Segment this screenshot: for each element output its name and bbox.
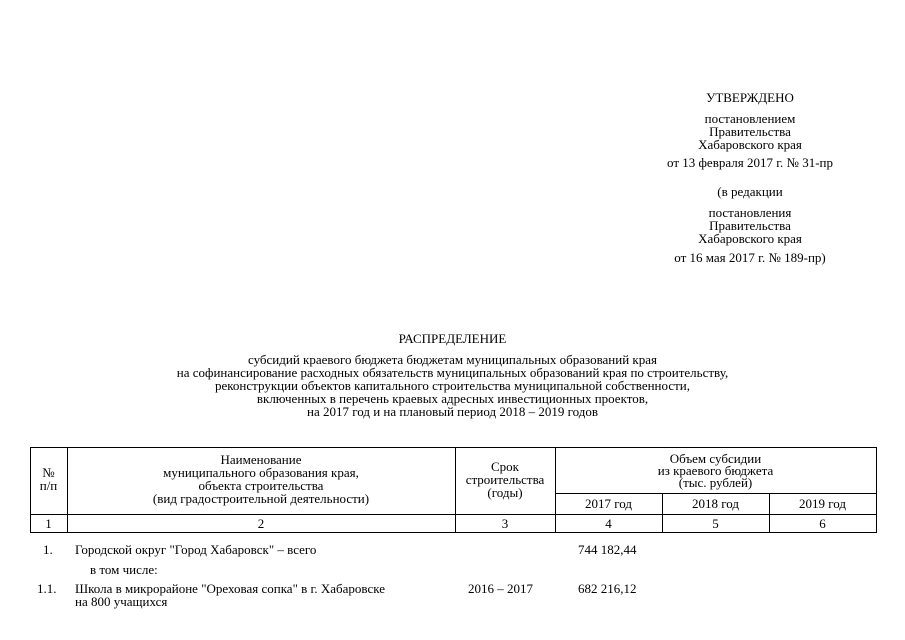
row-number: 1.1. [37,581,57,596]
header-name: (вид градостроительной деятельности) [152,491,370,506]
column-number: 2 [257,516,265,531]
header-name: муниципального образования края, [163,465,359,480]
header-year-2018: 2018 год [692,496,739,511]
column-number: 5 [712,516,719,531]
title-line: включенных в перечень краевых адресных инвестиционных проектов, [256,391,649,406]
approved-line: Правительства [709,124,791,139]
approved-line: постановлением [704,111,796,126]
header-term: Срок [491,459,519,474]
row-name: в том числе: [90,562,158,577]
header-term: (годы) [487,485,523,500]
title-line: субсидий краевого бюджета бюджетам муниципальных образований края [248,352,657,367]
column-number: 6 [819,516,826,531]
header-subsidy: (тыс. рублей) [678,475,753,490]
approved-line: Хабаровского края [698,231,802,246]
approved-line: Правительства [709,218,791,233]
header-name: Наименование [220,452,302,467]
edition-note: (в редакции [717,184,783,199]
row-number: 1. [43,542,53,557]
approved-date: от 16 мая 2017 г. № 189-пр) [674,250,826,265]
header-name: объекта строительства [198,478,324,493]
header-year-2019: 2019 год [799,496,846,511]
title-line: на софинансирование расходных обязательств муниципальных образований края по строительству, [176,365,729,380]
approved-heading: УТВЕРЖДЕНО [706,90,794,105]
header-term: строительства [465,472,545,487]
header-num: п/п [39,478,58,493]
approved-date: от 13 февраля 2017 г. № 31-пр [667,155,833,170]
header-year-2017: 2017 год [585,496,632,511]
row-name: Школа в микрорайоне "Ореховая сопка" в г. Хабаровске [75,581,386,596]
approved-line: постановления [708,205,792,220]
row-term: 2016 – 2017 [468,581,533,596]
column-number: 1 [45,516,52,531]
row-name: Городской округ "Город Хабаровск" – всего [75,542,317,557]
approved-line: Хабаровского края [698,137,802,152]
title-line: реконструкции объектов капитального строительства муниципальной собственности, [215,378,690,393]
header-num: № [42,465,55,480]
column-number: 3 [501,516,509,531]
column-number: 4 [605,516,612,531]
row-value-2017: 682 216,12 [578,581,637,596]
header-subsidy: из краевого бюджета [657,463,774,478]
row-value-2017: 744 182,44 [578,542,637,557]
title-line: на 2017 год и на плановый период 2018 – 2019 годов [307,404,598,419]
header-subsidy: Объем субсидии [669,451,762,466]
document-title: РАСПРЕДЕЛЕНИЕ [398,331,507,346]
row-name: на 800 учащихся [75,594,168,609]
